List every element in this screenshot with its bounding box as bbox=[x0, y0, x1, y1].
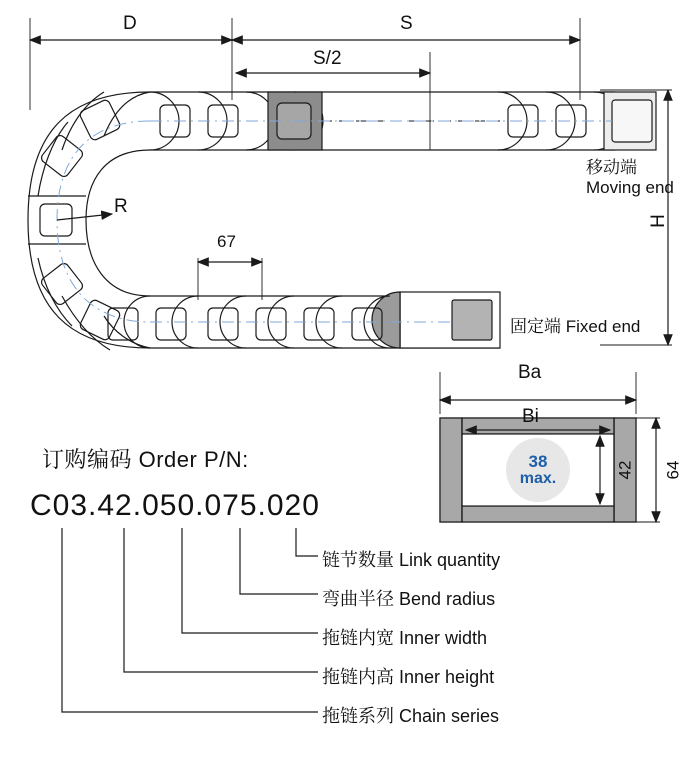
legend-chain-series-en: Chain series bbox=[399, 706, 500, 726]
dimension-label-s-half: S/2 bbox=[313, 48, 342, 69]
legend-link-quantity bbox=[322, 546, 500, 572]
legend-bend-radius bbox=[322, 585, 495, 611]
legend-inner-width bbox=[322, 624, 487, 650]
dimension-label-h: H bbox=[647, 214, 669, 228]
legend-bend-radius-cn: 弯曲半径 bbox=[322, 589, 394, 609]
bend-radius-badge bbox=[506, 438, 570, 502]
order-pn-code: C03.42.050.075.020 bbox=[30, 489, 320, 522]
moving-end-label bbox=[586, 158, 674, 197]
legend-link-quantity-cn: 链节数量 bbox=[322, 550, 394, 570]
legend-chain-series-cn: 拖链系列 bbox=[322, 706, 394, 726]
legend-chain-series bbox=[322, 702, 499, 728]
dimension-label-s: S bbox=[400, 13, 413, 34]
moving-end-label-cn: 移动端 bbox=[586, 158, 637, 177]
legend-inner-height-en: Inner height bbox=[399, 667, 495, 687]
legend-inner-width-cn: 拖链内宽 bbox=[322, 628, 394, 648]
dimension-label-r: R bbox=[114, 196, 128, 217]
legend-inner-height-cn: 拖链内高 bbox=[322, 667, 394, 687]
order-pn-title: 订购编码 Order P/N: bbox=[42, 447, 249, 472]
badge-value: 38 bbox=[528, 451, 548, 471]
dimension-label-42: 42 bbox=[615, 460, 635, 480]
dimension-label-pitch: 67 bbox=[217, 232, 236, 251]
fixed-end-label: 固定端 Fixed end bbox=[510, 317, 641, 336]
dimension-label-64: 64 bbox=[663, 460, 683, 480]
dimension-label-ba: Ba bbox=[518, 362, 542, 383]
dimension-label-d: D bbox=[123, 13, 137, 34]
dimension-label-bi: Bi bbox=[522, 406, 539, 427]
legend-inner-height bbox=[322, 663, 494, 689]
badge-unit: max. bbox=[519, 469, 557, 487]
legend-inner-width-en: Inner width bbox=[399, 628, 488, 648]
moving-end-label-en: Moving end bbox=[586, 177, 674, 197]
legend-bend-radius-en: Bend radius bbox=[399, 589, 496, 609]
legend-link-quantity-en: Link quantity bbox=[399, 550, 501, 570]
